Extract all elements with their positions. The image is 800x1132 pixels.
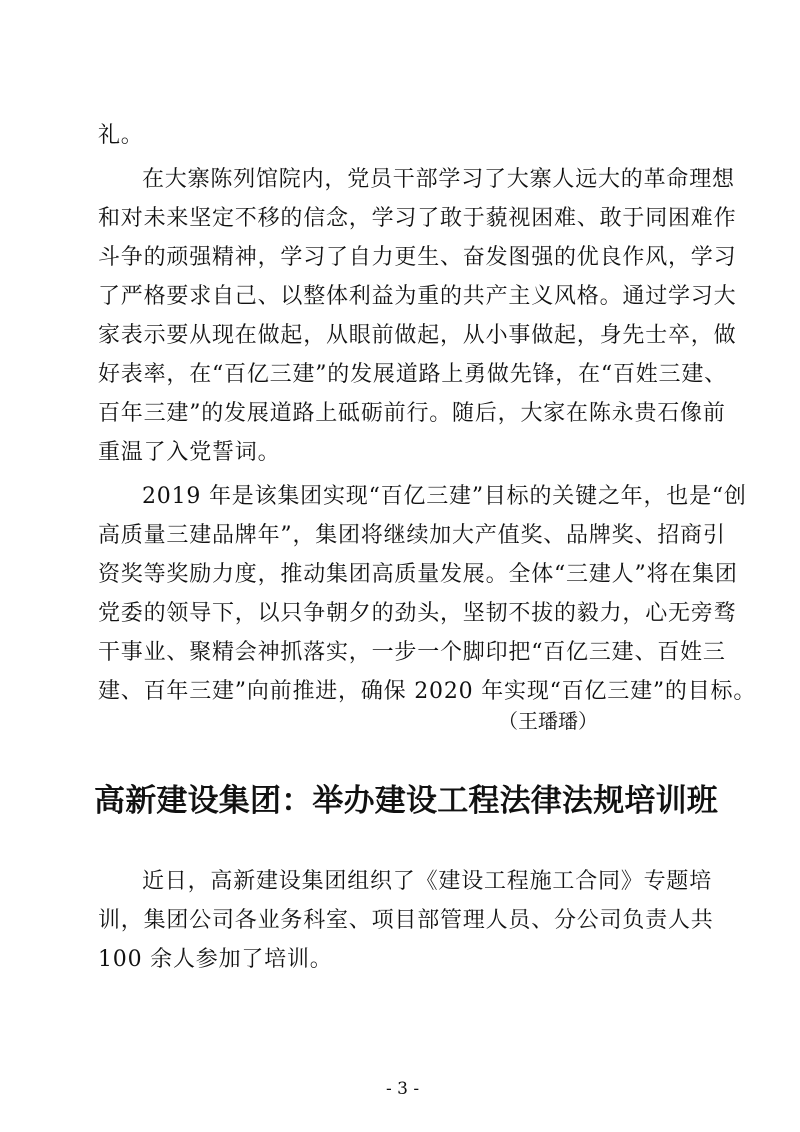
paragraph-3-line-6: 建、百年三建”向前推进，确保 2020 年实现“百亿三建”的目标。: [98, 679, 757, 704]
author-byline: （王璠璠）: [498, 709, 598, 733]
paragraph-3-line-3: 资奖等奖励力度，推动集团高质量发展。全体“三建人”将在集团: [98, 562, 738, 587]
paragraph-3-line-2: 高质量三建品牌年”，集团将继续加大产值奖、品牌奖、招商引: [98, 523, 726, 548]
paragraph-1-tail: 礼。: [98, 123, 144, 148]
paragraph-2-line-4: 了严格要求自己、以整体利益为重的共产主义风格。通过学习大: [98, 284, 737, 309]
new-paragraph-line-3: 100 余人参加了培训。: [98, 947, 333, 972]
paragraph-3-line-1: 2019 年是该集团实现“百亿三建”目标的关键之年，也是“创: [142, 484, 747, 509]
paragraph-3-line-5: 干事业、聚精会神抓落实，一步一个脚印把“百亿三建、百姓三: [98, 640, 726, 665]
article-headline: 高新建设集团：举办建设工程法律法规培训班: [94, 783, 718, 819]
paragraph-2-line-2: 和对未来坚定不移的信念，学习了敢于藐视困难、敢于同困难作: [98, 206, 737, 231]
paragraph-2-line-8: 重温了入党誓词。: [98, 440, 281, 465]
paragraph-3-line-4: 党委的领导下，以只争朝夕的劲头，坚韧不拔的毅力，心无旁骛: [98, 601, 737, 626]
paragraph-2-line-7: 百年三建”的发展道路上砥砺前行。随后，大家在陈永贵石像前: [98, 401, 726, 426]
paragraph-2-line-6: 好表率，在“百亿三建”的发展道路上勇做先锋，在“百姓三建、: [98, 362, 727, 387]
page-number: - 3 -: [386, 1079, 420, 1099]
paragraph-2-line-1: 在大寨陈列馆院内，党员干部学习了大寨人远大的革命理想: [142, 167, 735, 192]
paragraph-2-line-5: 家表示要从现在做起，从眼前做起，从小事做起，身先士卒，做: [98, 323, 737, 348]
new-paragraph-line-2: 训，集团公司各业务科室、项目部管理人员、分公司负责人共: [98, 908, 714, 933]
new-paragraph-line-1: 近日，高新建设集团组织了《建设工程施工合同》专题培: [142, 869, 713, 894]
paragraph-2-line-3: 斗争的顽强精神，学习了自力更生、奋发图强的优良作风，学习: [98, 245, 737, 270]
